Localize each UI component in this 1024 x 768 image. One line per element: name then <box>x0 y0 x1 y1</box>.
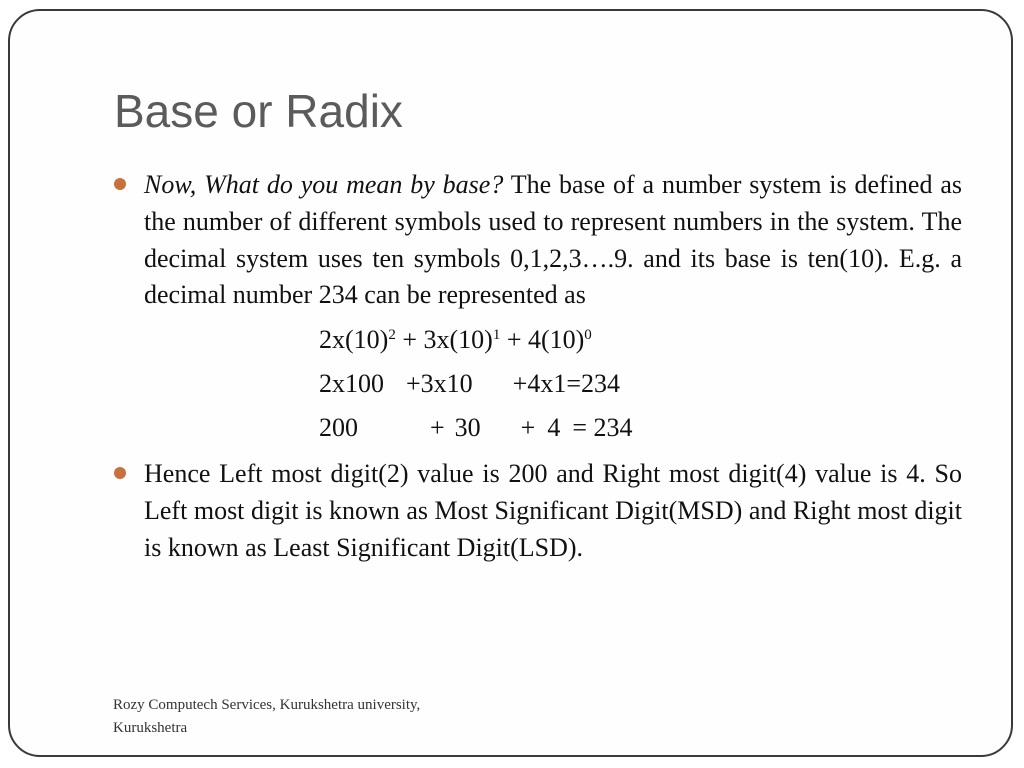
value-3: 4 <box>547 413 561 443</box>
slide-footer <box>113 694 513 740</box>
expansion-block <box>144 318 962 450</box>
footer-line-2: Kurukshetra <box>113 720 188 736</box>
expression-line-powers <box>319 318 962 362</box>
slide-title: Base or Radix <box>114 85 403 137</box>
product-2: +3x10 <box>406 369 473 399</box>
question-text: Now, What do you mean by base? <box>144 170 504 199</box>
slide-body <box>144 167 962 567</box>
exponent-1: 2 <box>388 327 396 344</box>
product-3: +4x1=234 <box>512 369 620 399</box>
exponent-2: 1 <box>492 327 501 344</box>
value-2: 30 <box>454 413 481 443</box>
bullet-paragraph-msd-lsd <box>144 456 962 566</box>
expression-line-products <box>319 362 962 406</box>
exponent-3: 0 <box>584 327 592 344</box>
msd-lsd-text: Hence Left most digit(2) value is 200 and Right most digit(4) value is 4. So Left most digit is known as Most Significant Digit(MSD) and Right most digit is known as Least Significant Digit(LSD). <box>144 459 962 562</box>
product-1: 2x100 <box>319 369 384 399</box>
plus-sign-1: + <box>430 413 445 443</box>
term-2: + 3x(10) <box>395 325 493 355</box>
plus-sign-2: + <box>520 413 536 443</box>
bullet-paragraph-base-definition <box>144 167 962 314</box>
value-1: 200 <box>319 413 358 443</box>
expression-line-values <box>319 406 962 450</box>
term-3: + 4(10) <box>500 325 585 355</box>
bullet-icon <box>114 178 126 190</box>
sum-result: = 234 <box>572 413 633 443</box>
term-1: 2x(10) <box>319 325 389 355</box>
definition-text: The base of a number system is defined as the number of different symbols used to represent numbers in the system. The decimal system uses ten symbols 0,1,2,3….9. and its base is ten(10). E.g. a decimal number 234 can be represented as <box>144 170 962 310</box>
footer-line-1: Rozy Computech Services, Kurukshetra university, <box>113 697 421 713</box>
